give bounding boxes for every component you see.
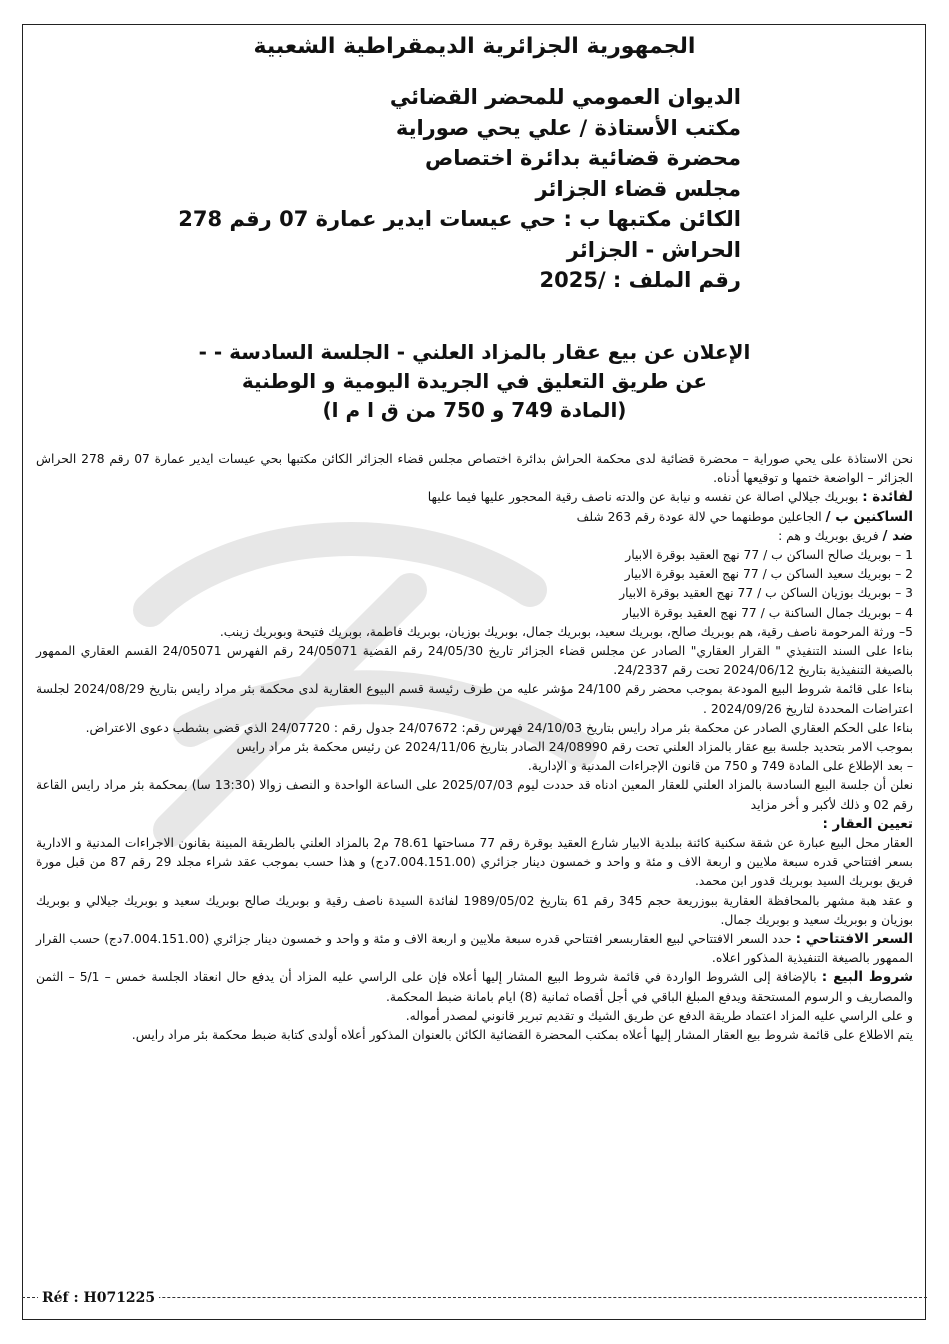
basis-paragraph: – بعد الإطلاع على المادة 749 و 750 من قانون الإجراءات المدنية و الإدارية. [527, 759, 913, 774]
property-heading: تعيين العقار : [822, 815, 913, 832]
title-line-2: عن طريق التعليق في الجريدة اليومية و الوطنية [241, 369, 708, 393]
terms-line [36, 968, 913, 1006]
party-item: 3 – بوبريك بوزيان الساكن ب / 77 نهج العقيد بوقرة الابيار [619, 586, 913, 601]
against-text: فريق بوبريك و هم : [778, 528, 879, 543]
republic-heading: الجمهورية الجزائرية الديمقراطية الشعبية [253, 34, 696, 59]
beneficiary-label: لفائدة : [862, 489, 913, 506]
residents-label: الساكنين ب / [825, 508, 913, 525]
office-header [178, 82, 741, 296]
party-item: 4 – بوبريك جمال الساكنة ب / 77 نهج العقيد بوقرة الابيار [622, 605, 913, 620]
session-paragraph: نعلن أن جلسة البيع السادسة بالمزاد العلني للعقار المعين ادناه قد حددت ليوم 2025/07/03 على الساعة الواحدة و النصف زوالا (13:30 سا) بمحكمة بئر مراد رايس القاعة رقم 02 و ذلك لأكبر و أخر مزايد [36, 778, 913, 812]
reference-code: Réf : H071225 [38, 1290, 159, 1306]
announcement-title [60, 338, 889, 425]
against-label: ضد / [882, 527, 913, 544]
title-line-1: الإعلان عن بيع عقار بالمزاد العلني - الجلسة السادسة - - [198, 340, 751, 364]
basis-paragraph: بناءا على قائمة شروط البيع المودعة بموجب محضر رقم 24/100 مؤشر عليه من طرف رئيسة قسم البيوع العقارية لدى محكمة بئر مراد رايس بتاريخ 2024/08/29 لجلسة اعتراضات المحددة لتاريخ 2024/09/26 . [36, 682, 913, 716]
price-label: السعر الافتتاحي : [795, 931, 913, 948]
terms-text: بالإضافة إلى الشروط الواردة في قائمة شروط البيع المشار إليها أعلاه فإن على الراسي عليه المزاد أن يدفع حال انعقاد الجلسة خمس – 5/1 – الثمن والمصاريف و الرسوم المستحقة ويدفع المبلغ الباقي في أجل أقصاه ثمانية (8) ايام بامانة ضبط المحكمة. [36, 970, 913, 1004]
residents-text: الجاعلين موطنهما حي لالة عودة رقم 263 شلف [576, 509, 822, 524]
beneficiary-text: بوبريك جيلالي اصالة عن نفسه و نيابة عن والدته ناصف رقية المحجور عليها فيما عليها [427, 490, 859, 505]
property-paragraph: و عقد هبة مشهر بالمحافظة العقارية ببوزريعة حجم 345 رقم 61 بتاريخ 1989/05/02 لفائدة السيدة ناصف رقية و بوبريك صالح بوبريك سعيد و بوبريك جيلالي و بوبريك بوزيان و بوبريك سعيد و بوبريك جمال. [36, 893, 913, 927]
announcement-body [36, 450, 913, 1045]
price-line [36, 930, 913, 968]
terms-paragraph: و على الراسي عليه المزاد اعتماد طريقة الدفع عن طريق الشيك و تقديم تبرير قانوني لمصدر أمواله. [405, 1008, 913, 1023]
intro-paragraph: نحن الاستاذة على يحي صوراية – محضرة قضائية لدى محكمة الحراش بدائرة اختصاص مجلس قضاء الجزائر الكائن مكتبها بحي عيسات ايدير عمارة 07 رقم 278 الحراش الجزائر – الواضعة ختمها و توقيعها أدناه. [36, 452, 913, 486]
office-line-3: محضرة قضائية بدائرة اختصاص [424, 146, 741, 170]
property-paragraph: العقار محل البيع عبارة عن شقة سكنية كائنة ببلدية الابيار شارع العقيد بوقرة رقم 77 مساحتها 78.61 م2 بالمزاد العلني بالطريقة المبينة بقانون الاجراءات المدنية و الادارية بسعر افتتاحي قدره سبعة ملايين و اربعة الاف و مئة و واحد و خمسون دينار جزائري (7.004.151.00دج) و هذا حسب بموجب عقد شراء مجلد 29 رقم 87 من قبل مورة فريق بوبريك السيد بوبريك قدور ابن محمد. [36, 836, 913, 889]
terms-paragraph: يتم الاطلاع على قائمة شروط بيع العقار المشار إليها أعلاه بمكتب المحضرة القضائية الكائن بالعنوان المذكور أعلاه أولدى كتابة ضبط محكمة بئر مراد رايس. [131, 1028, 913, 1043]
basis-paragraph: بموجب الامر بتحديد جلسة بيع عقار بالمزاد العلني تحت رقم 24/08990 الصادر بتاريخ 2024/11/06 عن رئيس محكمة بئر مراد رايس [236, 740, 913, 755]
basis-paragraph: بناءا على السند التنفيذي " القرار العقاري" الصادر عن مجلس قضاء الجزائر تاريخ 24/05/30 رقم القضية 24/05071 رقم الفهرس 24/05071 القسم العقاري الممهور بالصيغة التنفيذية بتاريخ 2024/06/12 تحت رقم 24/2337. [36, 644, 913, 678]
office-line-4: مجلس قضاء الجزائر [535, 176, 741, 201]
party-item: 5– ورثة المرحومة ناصف رقية، هم بوبريك صالح، بوبريك سعيد، بوبريك جمال، بوبريك بوزيان، بوبريك فاطمة، بوبريك فتيحة وبوبريك زينب. [219, 624, 913, 639]
title-line-3: (المادة 749 و 750 من ق ا م ا) [322, 398, 627, 422]
office-line-5: الكائن مكتبها ب : حي عيسات ايدير عمارة 07 رقم 278 [178, 207, 741, 231]
terms-label: شروط البيع : [821, 969, 913, 986]
price-text: حدد السعر الافتتاحي لبيع العقاربسعر افتتاحي قدره سبعة ملايين و اربعة الاف و مئة و واحد و خمسون دينار جزائري (7.004.151.00دج) حسب القرار الممهور بالصيغة التنفيذية المذكور اعلاه. [36, 932, 913, 966]
file-number: رقم الملف : /2025 [539, 268, 741, 292]
residents-line [36, 508, 913, 527]
office-line-2: مكتب الأستاذة / علي يحي صوراية [395, 115, 741, 140]
against-line [36, 527, 913, 546]
basis-paragraph: بناءا على الحكم العقاري الصادر عن محكمة بئر مراد رايس بتاريخ 24/10/03 فهرس رقم: 24/07672 جدول رقم : 24/07720 الذي قضى بشطب دعوى الاعتراض. [85, 720, 913, 735]
party-item: 2 – بوبريك سعيد الساكن ب / 77 نهج العقيد بوقرة الابيار [624, 567, 913, 582]
beneficiary-line [36, 488, 913, 507]
office-line-1: الديوان العمومي للمحضر القضائي [389, 85, 741, 109]
party-item: 1 – بوبريك صالح الساكن ب / 77 نهج العقيد بوقرة الابيار [625, 548, 913, 563]
office-line-6: الحراش - الجزائر [566, 237, 741, 262]
